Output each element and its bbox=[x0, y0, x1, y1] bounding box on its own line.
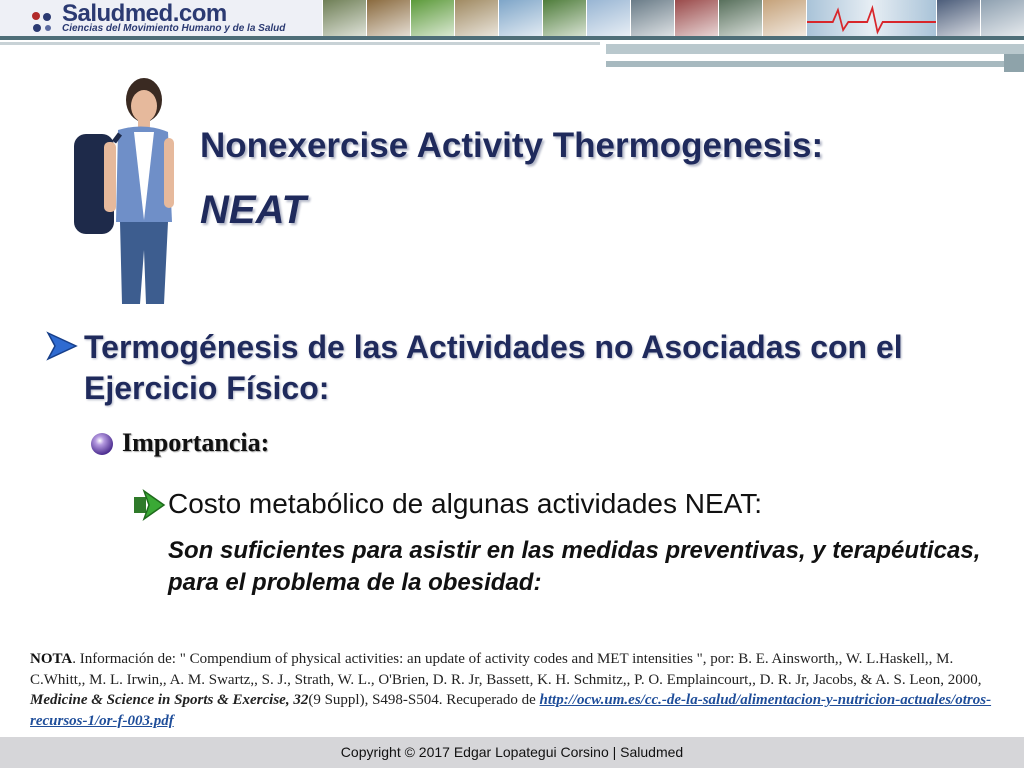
green-arrow-bullet-icon bbox=[132, 489, 166, 521]
blue-arrow-bullet-icon bbox=[46, 331, 78, 361]
note-label: NOTA bbox=[30, 651, 73, 667]
header-photo-8 bbox=[630, 0, 674, 36]
saludmed-logo[interactable] bbox=[4, 2, 324, 36]
saludmed-logo-icon bbox=[30, 10, 54, 34]
bullet-level3: Costo metabólico de algunas actividades NEAT: bbox=[168, 488, 763, 519]
reference-link[interactable]: http://ocw.um.es/cc.-de-la-salud/alimentacion-y-nutricion-actuales/otros-recursos-1/or-f-003.pdf bbox=[30, 692, 992, 729]
header-photo-4 bbox=[454, 0, 498, 36]
purple-orb-bullet-icon bbox=[90, 432, 114, 456]
note-journal: Medicine & Science in Sports & Exercise, 32 bbox=[30, 692, 309, 709]
bullet-level1: Termogénesis de las Actividades no Asociadas con el Ejercicio Físico: bbox=[84, 329, 903, 406]
copyright-text: Copyright © 2017 Edgar Lopategui Corsino | Saludmed bbox=[340, 744, 684, 760]
header-photo-11 bbox=[762, 0, 806, 36]
header-photo-2 bbox=[366, 0, 410, 36]
note-text-b: (9 Suppl), S498-S504. Recuperado de bbox=[308, 692, 540, 709]
header-photo-1 bbox=[322, 0, 366, 36]
header-photo-3 bbox=[410, 0, 454, 36]
header-photo-14 bbox=[980, 0, 1024, 36]
header-divider-bars bbox=[0, 36, 1024, 72]
header-photo-10 bbox=[718, 0, 762, 36]
header-photo-5 bbox=[498, 0, 542, 36]
site-tagline: Ciencias del Movimiento Humano y de la Salud bbox=[62, 23, 286, 34]
header-photo-7 bbox=[586, 0, 630, 36]
header-photo-6 bbox=[542, 0, 586, 36]
slide-title: Nonexercise Activity Thermogenesis: bbox=[200, 126, 824, 165]
header-photo-12 bbox=[806, 0, 936, 36]
heartbeat-icon bbox=[807, 0, 936, 36]
header-photo-9 bbox=[674, 0, 718, 36]
bullet-level4-text: Son suficientes para asistir en las medidas preventivas, y terapéuticas, para el problema de la obesidad: bbox=[168, 537, 981, 597]
slide-title-acronym: NEAT bbox=[200, 188, 306, 232]
reference-note bbox=[30, 649, 1000, 731]
site-name: Saludmed.com bbox=[62, 0, 227, 27]
bullet-level2: Importancia: bbox=[122, 428, 270, 457]
footer-bar bbox=[0, 737, 1024, 768]
note-text-a: . Información de: " Compendium of physical activities: an update of activity codes and MET intensities ", por: B. E. Ainsworth,, W. L.Haskell,, M. C.Whitt,, M. L. Irwin,, A. M. Swartz,, S. J., Strath, W. L., O'Brien, D. R. Jr, Bassett, K. H. Schmitz,, P. O. Emplaincourt,, D. R. Jr, Jacobs, & A. S. Leon, 2000, bbox=[30, 651, 982, 688]
student-figure bbox=[64, 72, 176, 304]
header-photo-13 bbox=[936, 0, 980, 36]
header-banner bbox=[0, 0, 1024, 36]
header-photo-strip bbox=[322, 0, 1024, 36]
